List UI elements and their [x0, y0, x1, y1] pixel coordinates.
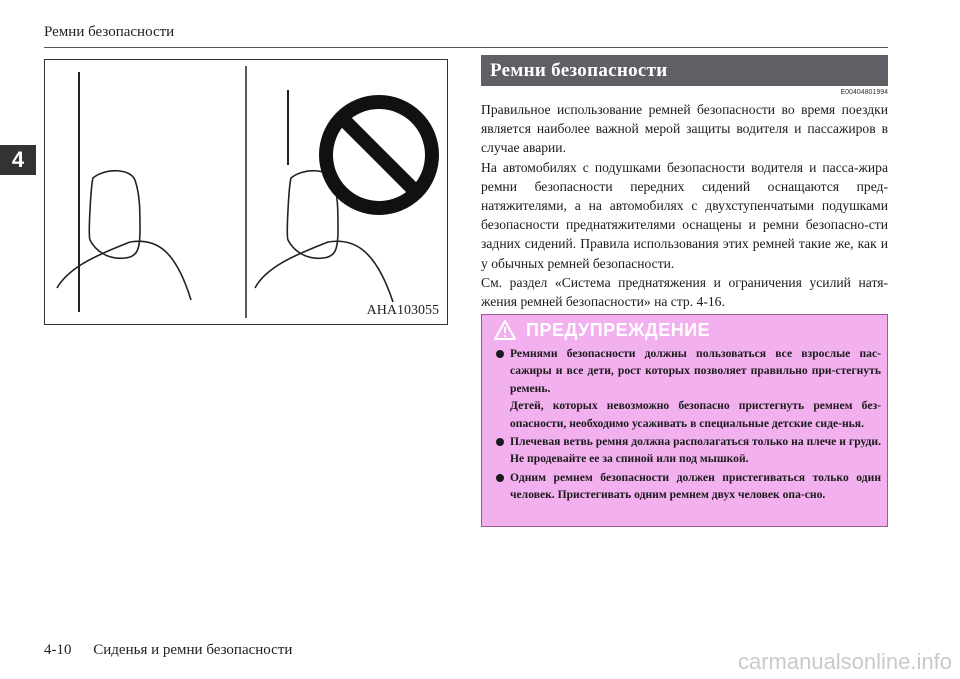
header-divider	[44, 47, 888, 48]
person-outline-left	[57, 241, 191, 300]
page-number: 4-10	[44, 642, 72, 658]
seatbelt-illustration	[44, 59, 448, 325]
body-paragraph: Правильное использование ремней безопасности во время поездки является наиболее важной мерой защиты водителя и пассажиров в случае аварии.	[481, 102, 888, 156]
body-text	[481, 100, 888, 311]
warning-title: ПРЕДУПРЕЖДЕНИЕ	[526, 319, 711, 340]
warning-header	[482, 315, 887, 345]
warning-item	[510, 345, 881, 432]
section-title: Ремни безопасности	[481, 55, 888, 86]
page-footer	[44, 642, 292, 659]
person-outline-right	[255, 241, 393, 302]
chapter-tab: 4	[0, 145, 36, 175]
body-paragraph: На автомобилях с подушками безопасности водителя и пасса-жира ремни безопасности передних сидений оснащаются пред-натяжителями, а на автомобилях с двухступенчатыми подушками безопасности преднатяжителями оснащены и ремни безопасно-сти задних сидений. Правила использования этих ремней такие же, как и у обычных ремней безопасности.	[481, 159, 888, 271]
warning-item-extra: Детей, которых невозможно безопасно пристегнуть ремнем без-опасности, необходимо усаживать в специальные детские сиде-нья.	[510, 399, 881, 430]
bullet-icon	[496, 438, 504, 446]
warning-item-text: Ремнями безопасности должны пользоваться все взрослые пас-сажиры и все дети, рост которых позволяет правильно при-стегнуть ремень.	[510, 347, 881, 395]
body-paragraph: См. раздел «Система преднатяжения и ограничения усилий натя-жения ремней безопасности» на стр. 4-16.	[481, 274, 888, 310]
warning-box	[481, 314, 888, 527]
running-header-title: Ремни безопасности	[44, 24, 175, 40]
warning-triangle-icon	[494, 320, 516, 340]
warning-item	[510, 433, 881, 468]
warning-list	[482, 345, 887, 504]
prohibition-icon	[326, 102, 432, 208]
bullet-icon	[496, 350, 504, 358]
warning-item	[510, 469, 881, 504]
warning-item-text: Плечевая ветвь ремня должна располагаться только на плече и груди. Не продевайте ее за спиной или под мышкой.	[510, 435, 881, 466]
watermark: carmanualsonline.info	[737, 649, 952, 674]
warning-item-text: Одним ремнем безопасности должен пристегиваться только один человек. Пристегивать одним ремнем двух человек опа-сно.	[510, 470, 881, 502]
illustration-drawing	[45, 60, 447, 324]
figure-code: AHA103055	[366, 303, 439, 318]
bullet-icon	[496, 474, 504, 482]
reference-code: E00404801994	[840, 89, 888, 96]
footer-chapter-title: Сиденья и ремни безопасности	[93, 642, 293, 658]
headrest-left	[89, 171, 140, 259]
